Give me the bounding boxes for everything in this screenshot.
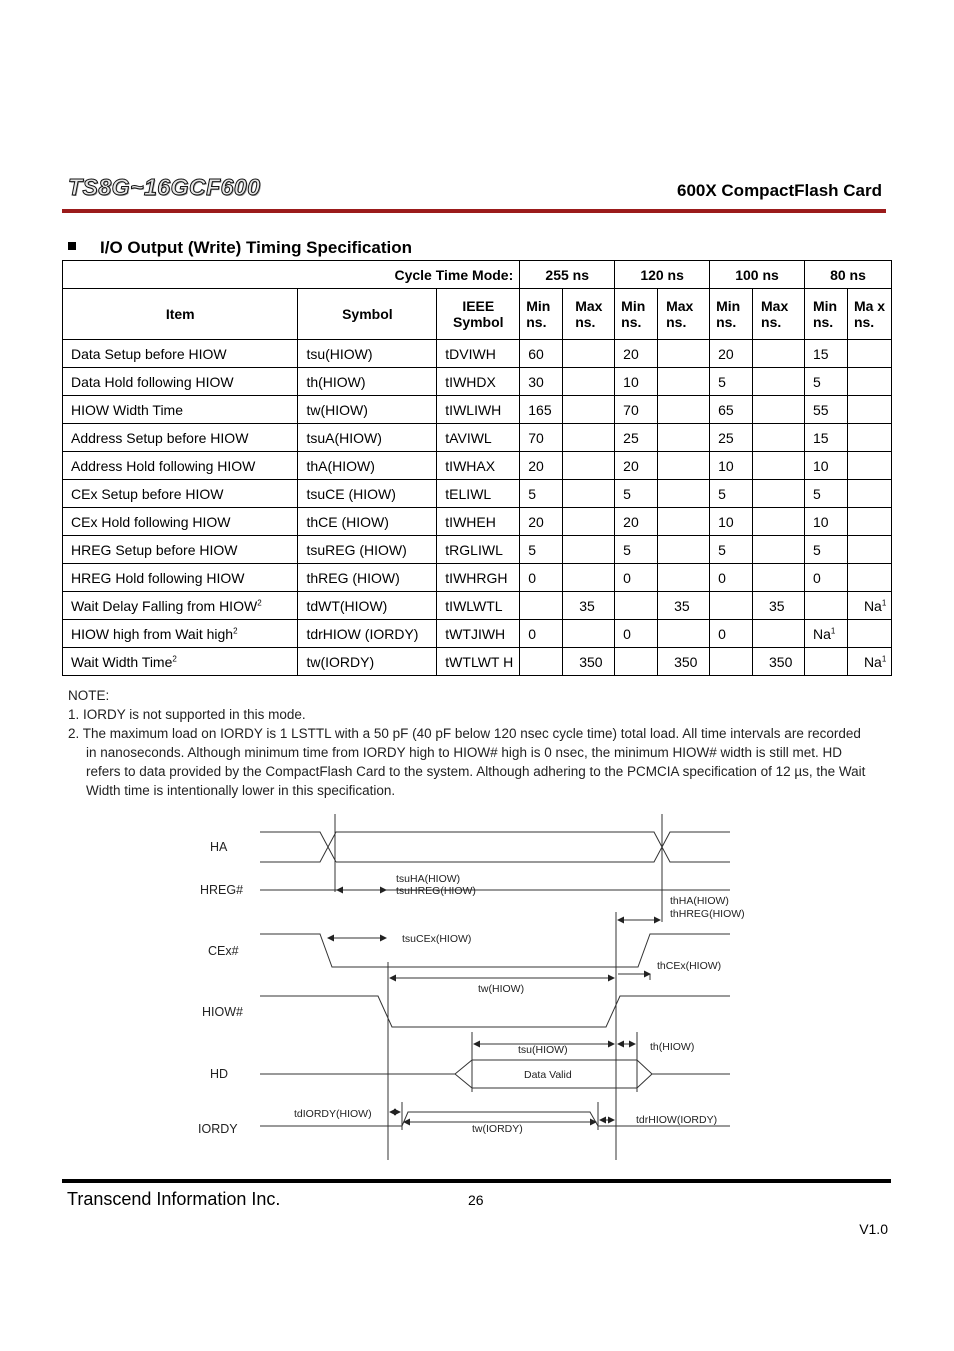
item-cell [63,564,298,592]
item-cell [63,648,298,676]
value-cell-text: 15 [812,345,829,362]
value-cell-text: 350 [579,653,603,670]
value-cell [658,648,710,676]
table-header-modes [63,261,892,289]
footnote-ref: 2 [172,653,177,663]
table-row [63,564,892,592]
item-cell-text: HREG Hold following HIOW [71,569,245,586]
value-cell [658,620,710,648]
item-cell [63,536,298,564]
value-cell [563,564,615,592]
version-label: V1.0 [859,1221,888,1237]
value-cell [804,424,847,452]
ieee-cell [437,424,520,452]
value-cell-text: 60 [528,345,544,362]
value-cell [753,396,805,424]
value-cell [658,340,710,368]
footnote-ref: 1 [881,597,887,607]
table-row [63,368,892,396]
value-cell [520,648,563,676]
value-cell-text: 5 [528,541,537,558]
ieee-cell [437,592,520,620]
value-cell [520,592,563,620]
value-cell [658,536,710,564]
ieee-cell-text: tAVIWL [445,429,492,446]
value-cell [563,424,615,452]
value-cell [658,508,710,536]
table-row [63,340,892,368]
value-cell [710,340,753,368]
col-max-header: Max ns. [658,289,710,340]
value-cell-text: 20 [623,457,639,474]
hiow-waveform [260,996,730,1027]
value-cell [710,452,753,480]
value-cell-text: 0 [718,569,726,586]
value-cell-text: 0 [623,569,631,586]
value-cell [804,620,847,648]
signal-label-cex: CEx# [208,944,239,958]
value-cell [804,508,847,536]
col-symbol-header: Symbol [298,289,437,340]
value-cell-text: 20 [718,345,734,362]
value-cell [710,396,753,424]
value-cell [615,452,658,480]
value-cell-text: 5 [528,485,537,502]
value-cell-text: 70 [528,429,544,446]
item-cell [63,452,298,480]
value-cell-text: 5 [623,541,631,558]
value-cell-text: 5 [718,485,726,502]
value-cell-text: 5 [718,373,726,390]
table-body [63,340,892,676]
value-cell [804,648,847,676]
col-min-header: Min ns. [615,289,658,340]
value-cell [658,368,710,396]
symbol-cell [298,508,437,536]
symbol-cell [298,396,437,424]
value-cell [520,452,563,480]
ieee-cell-text: tIWLIWH [445,401,502,418]
value-cell-text: Na [863,653,882,670]
value-cell-text: 55 [812,401,829,418]
symbol-cell-text: tdrHIOW (IORDY) [306,625,419,642]
col-min-header: Min ns. [520,289,563,340]
value-cell [615,648,658,676]
section-title: I/O Output (Write) Timing Specification [100,238,412,257]
ieee-cell [437,620,520,648]
value-cell [753,480,805,508]
value-cell [710,564,753,592]
item-cell-text: Wait Width Time [71,653,173,670]
hd-waveform [260,1060,730,1088]
value-cell-text: 10 [718,457,734,474]
ieee-cell-text: tIWHAX [445,457,496,474]
header-rule [62,209,886,213]
col-ieee-header: IEEE Symbol [437,289,520,340]
value-cell [847,480,891,508]
footer-rule [62,1179,891,1183]
value-cell-text: 10 [718,513,734,530]
table-row [63,620,892,648]
symbol-cell-text: thREG (HIOW) [306,569,400,586]
value-cell [520,536,563,564]
footnote-ref: 1 [830,625,836,635]
ieee-cell [437,340,520,368]
mode-header: 80 ns [804,261,891,289]
value-cell [710,648,753,676]
mode-header: 120 ns [615,261,710,289]
signal-label-hiow: HIOW# [202,1005,243,1019]
value-cell [615,424,658,452]
symbol-cell-text: tsuA(HIOW) [306,429,382,446]
symbol-cell-text: th(HIOW) [306,373,366,390]
value-cell-text: 0 [718,625,726,642]
label-tw-iordy: tw(IORDY) [472,1123,523,1135]
value-cell [710,592,753,620]
item-cell-text: Data Hold following HIOW [71,373,234,390]
value-cell [753,340,805,368]
label-th-hiow: th(HIOW) [650,1041,695,1053]
value-cell [658,564,710,592]
table-header-columns [63,289,892,340]
value-cell [563,592,615,620]
value-cell [563,648,615,676]
value-cell-text: Na [863,597,882,614]
ieee-cell [437,452,520,480]
col-item-header: Item [63,289,298,340]
value-cell [804,536,847,564]
value-cell [753,620,805,648]
value-cell [847,620,891,648]
ieee-cell-text: tELIWL [445,485,492,502]
value-cell [804,396,847,424]
document-subtitle: 600X CompactFlash Card [676,181,882,200]
table-row [63,396,892,424]
item-cell [63,340,298,368]
timing-spec-table [62,260,892,676]
ieee-cell-text: tWTLWT H [445,653,514,670]
ieee-cell [437,564,520,592]
value-cell [520,620,563,648]
value-cell-text: 20 [623,345,639,362]
symbol-cell [298,368,437,396]
item-cell [63,508,298,536]
value-cell-text: 350 [769,653,793,670]
value-cell [847,368,891,396]
value-cell [615,620,658,648]
value-cell [753,648,805,676]
symbol-cell [298,340,437,368]
value-cell [710,480,753,508]
value-cell [804,368,847,396]
value-cell [710,620,753,648]
value-cell [710,536,753,564]
document-title: TS8G~16GCF600 [68,174,261,200]
value-cell [804,564,847,592]
item-cell [63,396,298,424]
signal-label-hreg: HREG# [200,883,244,897]
value-cell [804,452,847,480]
value-cell-text: 35 [674,597,690,614]
value-cell-text: 5 [623,485,631,502]
footnote-ref: 1 [881,653,887,663]
value-cell-text: 0 [623,625,631,642]
item-cell-text: CEx Hold following HIOW [71,513,231,530]
value-cell [658,396,710,424]
value-cell-text: 20 [623,513,639,530]
col-max-header: Ma x ns. [847,289,891,340]
value-cell [658,480,710,508]
col-max-header: Max ns. [563,289,615,340]
symbol-cell [298,536,437,564]
value-cell-text: 25 [623,429,639,446]
value-cell-text: 5 [812,373,821,390]
mode-header: 100 ns [710,261,805,289]
table-row [63,536,892,564]
value-cell [847,396,891,424]
value-cell [615,508,658,536]
value-cell [563,620,615,648]
item-cell [63,480,298,508]
value-cell [615,536,658,564]
value-cell [847,564,891,592]
value-cell [563,368,615,396]
symbol-cell-text: tdWT(HIOW) [306,597,388,614]
value-cell-text: 5 [718,541,726,558]
item-cell-text: HREG Setup before HIOW [71,541,238,558]
value-cell [753,536,805,564]
value-cell [847,648,891,676]
label-tsuhreg: tsuHREG(HIOW) [396,885,476,897]
table-row [63,648,892,676]
label-tdiordy: tdIORDY(HIOW) [294,1108,372,1120]
signal-label-hd: HD [210,1067,229,1081]
value-cell-text: 0 [528,569,537,586]
symbol-cell [298,452,437,480]
table-row [63,592,892,620]
value-cell [804,592,847,620]
value-cell [615,340,658,368]
signal-label-ha: HA [210,840,228,854]
value-cell-text: Na [812,625,831,642]
value-cell [847,508,891,536]
value-cell [753,508,805,536]
write-timing-diagram [190,812,760,1164]
ha-waveform [260,832,730,862]
footnote-ref: 2 [257,597,262,607]
ieee-cell-text: tWTJIWH [445,625,506,642]
value-cell-text: 165 [528,401,552,418]
symbol-cell-text: tw(HIOW) [306,401,368,418]
notes-block [68,686,868,800]
label-thcex: thCEx(HIOW) [657,960,722,972]
value-cell-text: 5 [812,485,821,502]
value-cell [658,424,710,452]
item-cell [63,424,298,452]
value-cell [804,340,847,368]
value-cell-text: 350 [674,653,698,670]
label-tdrhiow: tdrHIOW(IORDY) [636,1114,718,1126]
value-cell [710,424,753,452]
section-heading [68,238,412,258]
item-cell-text: CEx Setup before HIOW [71,485,224,502]
ieee-cell-text: tIWLWTL [445,597,503,614]
value-cell [847,424,891,452]
value-cell [847,536,891,564]
value-cell [563,508,615,536]
symbol-cell [298,620,437,648]
table-row [63,452,892,480]
table-row [63,480,892,508]
item-cell [63,620,298,648]
value-cell-text: 5 [812,541,821,558]
value-cell [520,564,563,592]
signal-label-iordy: IORDY [198,1122,238,1136]
label-tsuha: tsuHA(HIOW) [396,873,461,885]
value-cell-text: 0 [812,569,821,586]
note-item: 2. The maximum load on IORDY is 1 LSTTL with a 50 pF (40 pF below 120 nsec cycle time) total load. All time intervals are recorded in nanoseconds. Although minimum time from IORDY high to HIOW# high is 0 nsec, the minimum HIOW# width is still met. HD refers to data provided by the CompactFlash Card to the system. Although adhering to the PCMCIA specification of 12 µs, the Wait Width time is intentionally lower in this specification. [68,726,866,798]
ieee-cell [437,480,520,508]
ieee-cell-text: tIWHRGH [445,569,508,586]
cycle-time-label: Cycle Time Mode: [63,261,520,289]
ieee-cell [437,648,520,676]
square-bullet-icon [68,242,76,250]
value-cell [563,340,615,368]
ieee-cell-text: tIWHEH [445,513,496,530]
value-cell-text: 10 [812,457,829,474]
ieee-cell-text: tRGLIWL [445,541,503,558]
table-row [63,508,892,536]
value-cell-text: 20 [528,513,544,530]
symbol-cell [298,648,437,676]
value-cell-text: 70 [623,401,639,418]
value-cell [753,368,805,396]
value-cell [615,592,658,620]
value-cell [753,452,805,480]
footnote-ref: 2 [233,625,238,635]
value-cell [563,480,615,508]
value-cell-text: 65 [718,401,734,418]
value-cell [615,368,658,396]
value-cell [615,480,658,508]
value-cell-text: 15 [812,429,829,446]
item-cell [63,368,298,396]
footer-company: Transcend Information Inc. [67,1189,281,1209]
value-cell [753,424,805,452]
value-cell-text: 10 [623,373,639,390]
symbol-cell-text: thA(HIOW) [306,457,375,474]
symbol-cell-text: tw(IORDY) [306,653,375,670]
value-cell [520,424,563,452]
symbol-cell-text: thCE (HIOW) [306,513,389,530]
value-cell [753,592,805,620]
col-min-header: Min ns. [710,289,753,340]
value-cell [753,564,805,592]
label-data-valid: Data Valid [524,1069,572,1081]
item-cell-text: HIOW Width Time [71,401,184,418]
value-cell [563,452,615,480]
label-tsucex: tsuCEx(HIOW) [402,933,472,945]
label-tw-hiow: tw(HIOW) [478,983,525,995]
value-cell [520,396,563,424]
label-thhreg: thHREG(HIOW) [670,908,745,920]
item-cell-text: Address Hold following HIOW [71,457,256,474]
value-cell-text: 25 [718,429,734,446]
col-max-header: Max ns. [753,289,805,340]
symbol-cell [298,424,437,452]
value-cell [847,452,891,480]
label-thha: thHA(HIOW) [670,895,729,907]
value-cell [520,508,563,536]
value-cell [847,592,891,620]
value-cell-text: 30 [528,373,544,390]
value-cell-text: 10 [812,513,829,530]
symbol-cell [298,592,437,620]
ieee-cell-text: tIWHDX [445,373,496,390]
symbol-cell-text: tsuREG (HIOW) [306,541,407,558]
page-number: 26 [468,1192,484,1208]
table-row [63,424,892,452]
notes-heading: NOTE: [68,688,110,703]
ieee-cell [437,508,520,536]
symbol-cell [298,564,437,592]
value-cell-text: 0 [528,625,537,642]
col-min-header: Min ns. [804,289,847,340]
value-cell [520,340,563,368]
value-cell [847,340,891,368]
value-cell [520,368,563,396]
value-cell [563,536,615,564]
value-cell [658,592,710,620]
item-cell-text: Wait Delay Falling from HIOW [71,597,258,614]
value-cell [804,480,847,508]
mode-header: 255 ns [520,261,615,289]
ieee-cell [437,396,520,424]
symbol-cell-text: tsuCE (HIOW) [306,485,396,502]
symbol-cell [298,480,437,508]
value-cell [710,368,753,396]
item-cell-text: Address Setup before HIOW [71,429,249,446]
ieee-cell [437,536,520,564]
value-cell [563,396,615,424]
value-cell-text: 35 [579,597,595,614]
value-cell [615,396,658,424]
item-cell-text: Data Setup before HIOW [71,345,227,362]
ieee-cell-text: tDVIWH [445,345,496,362]
note-item: 1. IORDY is not supported in this mode. [68,707,306,722]
value-cell [520,480,563,508]
label-tsu-hiow: tsu(HIOW) [518,1044,568,1056]
value-cell [710,508,753,536]
ieee-cell [437,368,520,396]
item-cell-text: HIOW high from Wait high [71,625,234,642]
symbol-cell-text: tsu(HIOW) [306,345,373,362]
value-cell-text: 20 [528,457,544,474]
value-cell [615,564,658,592]
value-cell-text: 35 [769,597,785,614]
item-cell [63,592,298,620]
value-cell [658,452,710,480]
